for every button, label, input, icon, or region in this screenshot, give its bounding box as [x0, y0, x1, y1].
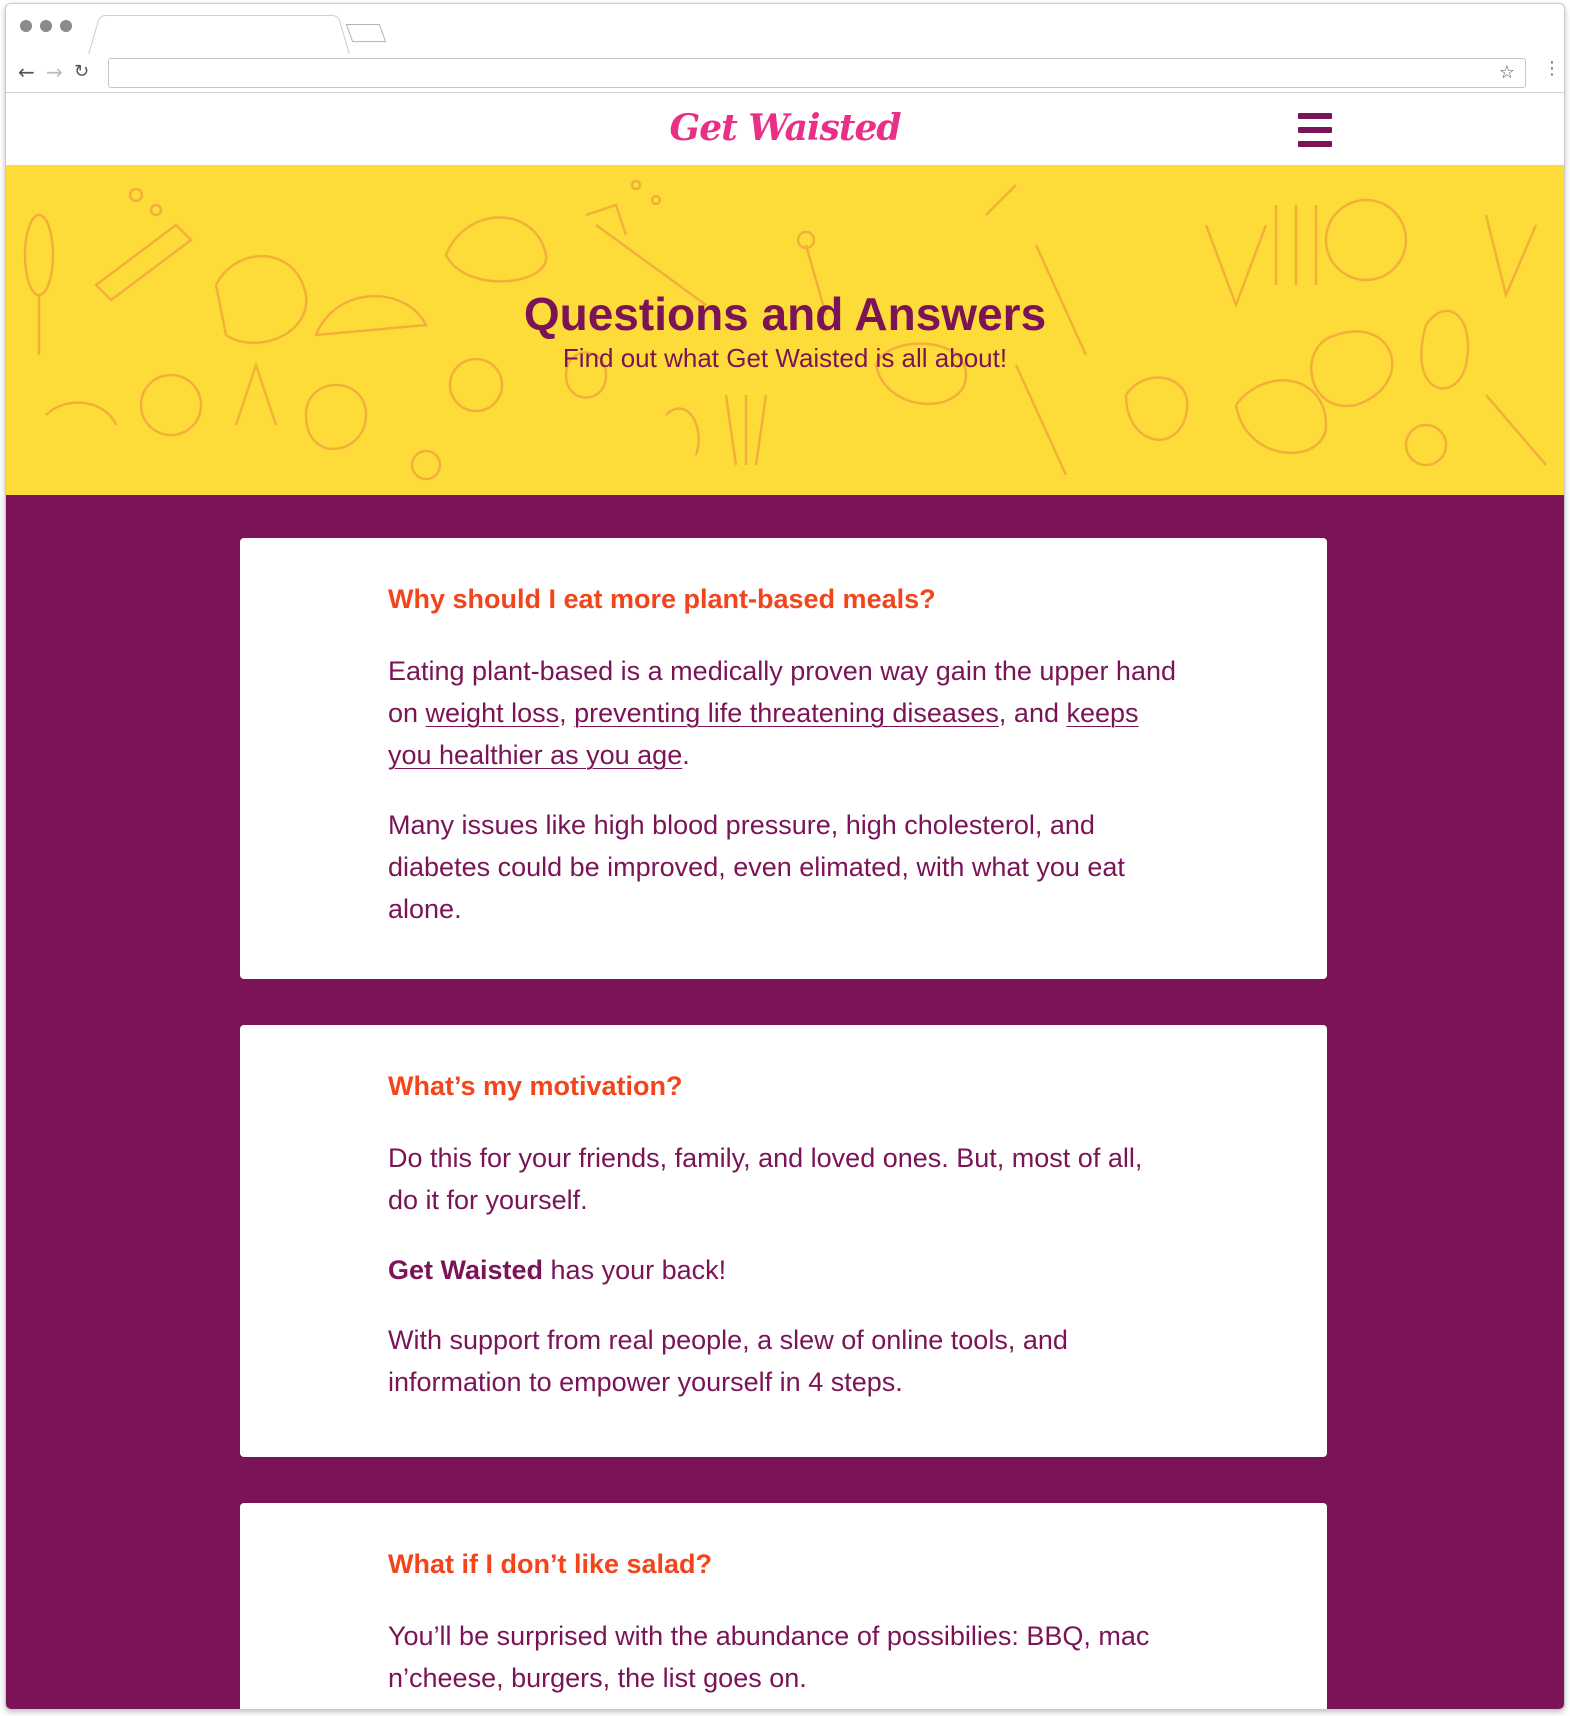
browser-toolbar [6, 54, 1564, 93]
faq-question: Why should I eat more plant-based meals? [388, 584, 936, 614]
window-control-dot[interactable] [20, 20, 32, 32]
healthier-aging-link[interactable]: keeps you healthier as you age [388, 698, 1139, 770]
window-control-dot[interactable] [60, 20, 72, 32]
faq-card [240, 1503, 1327, 1710]
site-header [6, 93, 1564, 165]
forward-arrow-icon[interactable]: → [46, 60, 63, 84]
faq-answer-paragraph: With support from real people, a slew of online tools, and information to empower yourself in 4 steps. [388, 1325, 1068, 1397]
reload-icon[interactable]: ↻ [74, 61, 90, 82]
faq-answer-paragraph: Get Waisted has your back! [388, 1255, 727, 1285]
browser-window [5, 3, 1565, 1710]
hamburger-menu-icon[interactable] [1298, 113, 1332, 147]
faq-answer-paragraph: You’ll be surprised with the abundance of possibilies: BBQ, mac n’cheese, burgers, the list goes on. [388, 1621, 1150, 1693]
page-subtitle: Find out what Get Waisted is all about! [562, 343, 1008, 373]
address-bar[interactable] [108, 58, 1526, 88]
faq-answer-paragraph: Eating plant-based is a medically proven way gain the upper hand on weight loss, preventing life threatening diseases, and keeps you healthier as you age. [388, 656, 1176, 770]
faq-question: What if I don’t like salad? [388, 1549, 713, 1579]
faq-answer-paragraph: Many issues like high blood pressure, high cholesterol, and diabetes could be improved, even elimated, with what you eat alone. [388, 810, 1125, 924]
browser-tab[interactable] [88, 15, 350, 55]
hero-banner [6, 165, 1564, 495]
faq-answer-paragraph: Do this for your friends, family, and loved ones. But, most of all, do it for yourself. [388, 1143, 1143, 1215]
faq-question: What’s my motivation? [388, 1071, 683, 1101]
window-control-dot[interactable] [40, 20, 52, 32]
faq-section [6, 495, 1564, 1710]
bookmark-star-icon[interactable]: ☆ [1498, 62, 1515, 83]
page-title: Questions and Answers [523, 288, 1047, 340]
site-logo[interactable]: Get Waisted [669, 107, 901, 149]
faq-card [240, 538, 1327, 979]
new-tab-button[interactable] [346, 24, 387, 42]
weight-loss-link[interactable]: weight loss [425, 698, 560, 728]
browser-menu-icon[interactable]: ⋮ [1543, 58, 1561, 79]
tab-bar [6, 4, 1564, 54]
brand-name-emphasis: Get Waisted [388, 1255, 544, 1285]
preventing-diseases-link[interactable]: preventing life threatening diseases [574, 698, 999, 728]
back-arrow-icon[interactable]: ← [18, 60, 35, 84]
faq-card [240, 1025, 1327, 1457]
